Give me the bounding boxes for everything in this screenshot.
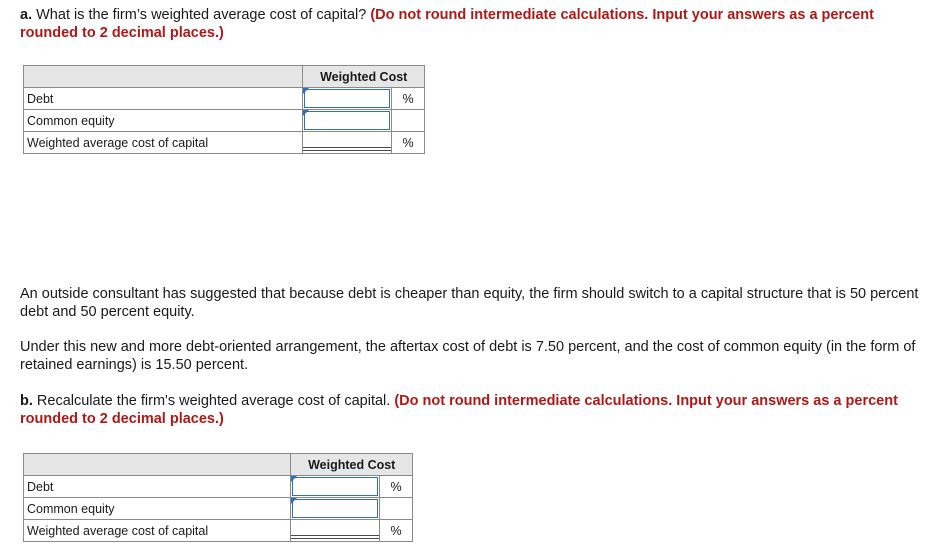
table-a-equity-input[interactable] — [304, 111, 390, 130]
question-b — [20, 392, 925, 428]
question-b-instruction: (Do not round intermediate calculations. Input your answers as a percent rounded to 2 decimal places.) — [20, 393, 898, 427]
table-b-equity-input[interactable] — [292, 499, 378, 518]
double-underline — [303, 147, 391, 151]
table-a-equity-unit — [392, 110, 425, 132]
table-a-debt-cell — [303, 88, 392, 110]
table-a-row-equity — [24, 110, 425, 132]
table-b-debt-cell — [291, 476, 380, 498]
table-a-header-blank — [24, 66, 303, 88]
table-a-row-debt — [24, 88, 425, 110]
table-a-equity-label: Common equity — [24, 110, 303, 132]
table-a-row-wacc — [24, 132, 425, 154]
input-marker-icon — [303, 110, 309, 116]
table-b-wacc-cell — [291, 520, 380, 542]
table-b-wacc-unit: % — [380, 520, 413, 542]
question-b-text: Recalculate the firm's weighted average cost of capital. — [36, 393, 391, 409]
table-b-header-weighted-cost: Weighted Cost — [291, 454, 413, 476]
table-b-debt-unit: % — [380, 476, 413, 498]
question-a-label: a. — [20, 7, 33, 23]
table-b — [23, 453, 413, 542]
table-b-row-wacc — [24, 520, 413, 542]
table-b-wacc-label: Weighted average cost of capital — [24, 520, 291, 542]
table-a — [23, 65, 425, 154]
double-underline — [291, 535, 379, 539]
question-b-label: b. — [20, 393, 33, 409]
question-a — [20, 6, 925, 42]
table-a-debt-input[interactable] — [304, 89, 390, 108]
table-b-debt-input[interactable] — [292, 477, 378, 496]
table-b-header-blank — [24, 454, 291, 476]
table-a-debt-label: Debt — [24, 88, 303, 110]
table-a-equity-cell — [303, 110, 392, 132]
input-marker-icon — [291, 476, 297, 482]
table-a-header-weighted-cost: Weighted Cost — [303, 66, 425, 88]
context-paragraph-2: Under this new and more debt-oriented arrangement, the aftertax cost of debt is 7.50 percent, and the cost of common equity (in the form of retained earnings) is 15.50 percent. — [20, 339, 916, 373]
table-a-debt-unit: % — [392, 88, 425, 110]
table-b-equity-unit — [380, 498, 413, 520]
question-a-text: What is the firm’s weighted average cost of capital? — [36, 7, 367, 23]
input-marker-icon — [303, 88, 309, 94]
table-a-wacc-unit: % — [392, 132, 425, 154]
context-paragraph-1: An outside consultant has suggested that because debt is cheaper than equity, the firm should switch to a capital structure that is 50 percent debt and 50 percent equity. — [20, 286, 919, 320]
table-a-wacc-label: Weighted average cost of capital — [24, 132, 303, 154]
input-marker-icon — [291, 498, 297, 504]
table-b-row-debt — [24, 476, 413, 498]
question-a-instruction: (Do not round intermediate calculations. Input your answers as a percent rounded to 2 decimal places.) — [20, 7, 874, 41]
table-b-row-equity — [24, 498, 413, 520]
table-a-wacc-cell — [303, 132, 392, 154]
table-b-equity-label: Common equity — [24, 498, 291, 520]
table-b-equity-cell — [291, 498, 380, 520]
table-b-debt-label: Debt — [24, 476, 291, 498]
